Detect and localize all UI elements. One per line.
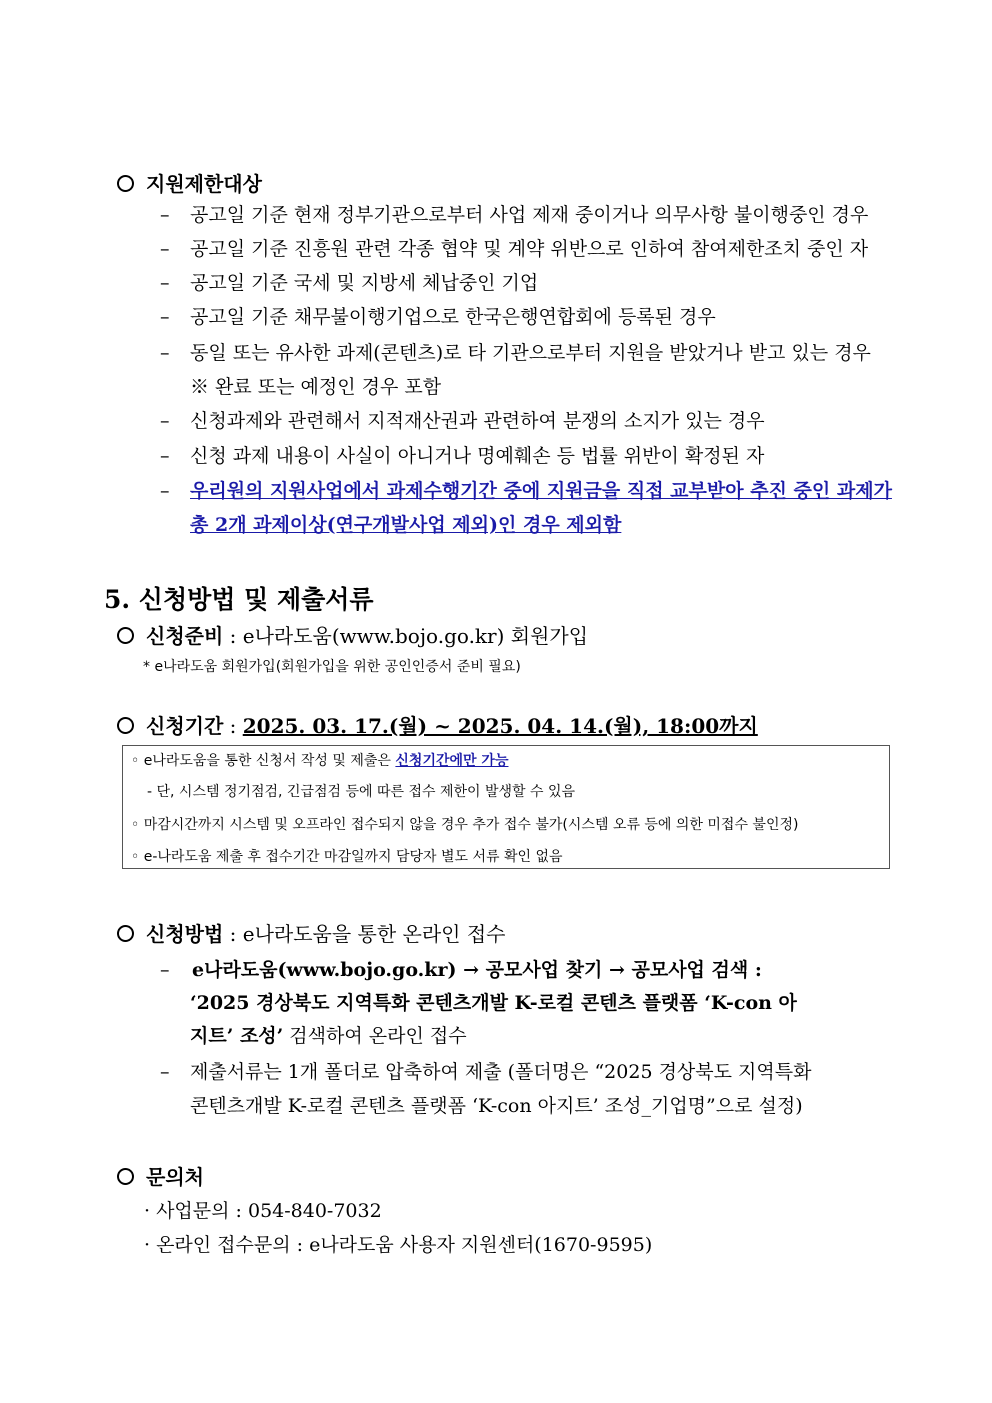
circle-bullet-icon	[117, 717, 134, 734]
restriction-item-2: – 공고일 기준 진흥원 관련 각종 협약 및 계약 위반으로 인하여 참여제한조치 중인 자	[160, 238, 869, 260]
restriction-item-8: – 우리원의 지원사업에서 과제수행기간 중에 지원금을 직접 교부받아 추진 중인 과제가	[160, 480, 892, 502]
circle-bullet-icon	[117, 925, 134, 942]
restriction-item-6: – 신청과제와 관련해서 지적재산권과 관련하여 분쟁의 소지가 있는 경우	[160, 410, 765, 432]
notice-line-2: - 단, 시스템 정기점검, 긴급점검 등에 따른 접수 제한이 발생할 수 있음	[147, 784, 576, 800]
prep-heading: 신청준비 : e나라도움(www.bojo.go.kr) 회원가입	[117, 620, 588, 649]
restriction-item-1: – 공고일 기준 현재 정부기관으로부터 사업 제재 중이거나 의무사항 불이행중인 경우	[160, 204, 869, 226]
contact-online: · 온라인 접수문의 : e나라도움 사용자 지원센터(1670-9595)	[144, 1234, 653, 1256]
method-item-1-cont-1: ‘2025 경상북도 지역특화 콘텐츠개발 K-로컬 콘텐츠 플랫폼 ‘K-con 아	[190, 992, 797, 1014]
period-heading: 신청기간 : 2025. 03. 17.(월) ~ 2025. 04. 14.(월), 18:00까지	[117, 710, 758, 739]
notice-line-3: ◦ 마감시간까지 시스템 및 오프라인 접수되지 않을 경우 추가 접수 불가(시스템 오류 등에 의한 미접수 불인정)	[131, 817, 799, 833]
method-item-2: – 제출서류는 1개 폴더로 압축하여 제출 (폴더명은 “2025 경상북도 지역특화	[160, 1061, 812, 1083]
restriction-item-4: – 공고일 기준 채무불이행기업으로 한국은행연합회에 등록된 경우	[160, 306, 716, 328]
restriction-heading: 지원제한대상	[117, 168, 262, 197]
method-item-1-cont-2: 지트’ 조성’ 검색하여 온라인 접수	[190, 1025, 467, 1047]
circle-bullet-icon	[117, 627, 134, 644]
period-notice-box	[122, 745, 890, 869]
circle-bullet-icon	[117, 1168, 134, 1185]
notice-line-1: ◦ e나라도움을 통한 신청서 작성 및 제출은 신청기간에만 가능	[131, 753, 509, 769]
restriction-item-3: – 공고일 기준 국세 및 지방세 체납중인 기업	[160, 272, 539, 294]
method-heading: 신청방법 : e나라도움을 통한 온라인 접수	[117, 918, 505, 947]
section-5-heading: 5. 신청방법 및 제출서류	[104, 585, 374, 614]
contact-heading: 문의처	[117, 1161, 204, 1190]
restriction-item-5-note: ※ 완료 또는 예정인 경우 포함	[190, 376, 442, 398]
restriction-item-7: – 신청 과제 내용이 사실이 아니거나 명예훼손 등 법률 위반이 확정된 자	[160, 445, 765, 467]
method-item-1: – e나라도움(www.bojo.go.kr) → 공모사업 찾기 → 공모사업 검색 :	[160, 959, 762, 981]
restriction-item-8-cont: 총 2개 과제이상(연구개발사업 제외)인 경우 제외함	[190, 514, 622, 536]
notice-line-4: ◦ e-나라도움 제출 후 접수기간 마감일까지 담당자 별도 서류 확인 없음	[131, 849, 563, 865]
restriction-item-5: – 동일 또는 유사한 과제(콘텐츠)로 타 기관으로부터 지원을 받았거나 받고 있는 경우	[160, 342, 871, 364]
method-item-2-cont: 콘텐츠개발 K-로컬 콘텐츠 플랫폼 ‘K-con 아지트’ 조성_기업명”으로 설정)	[190, 1095, 803, 1117]
prep-note: * e나라도움 회원가입(회원가입을 위한 공인인증서 준비 필요)	[143, 659, 521, 675]
circle-bullet-icon	[117, 175, 134, 192]
contact-business: · 사업문의 : 054-840-7032	[144, 1200, 382, 1222]
